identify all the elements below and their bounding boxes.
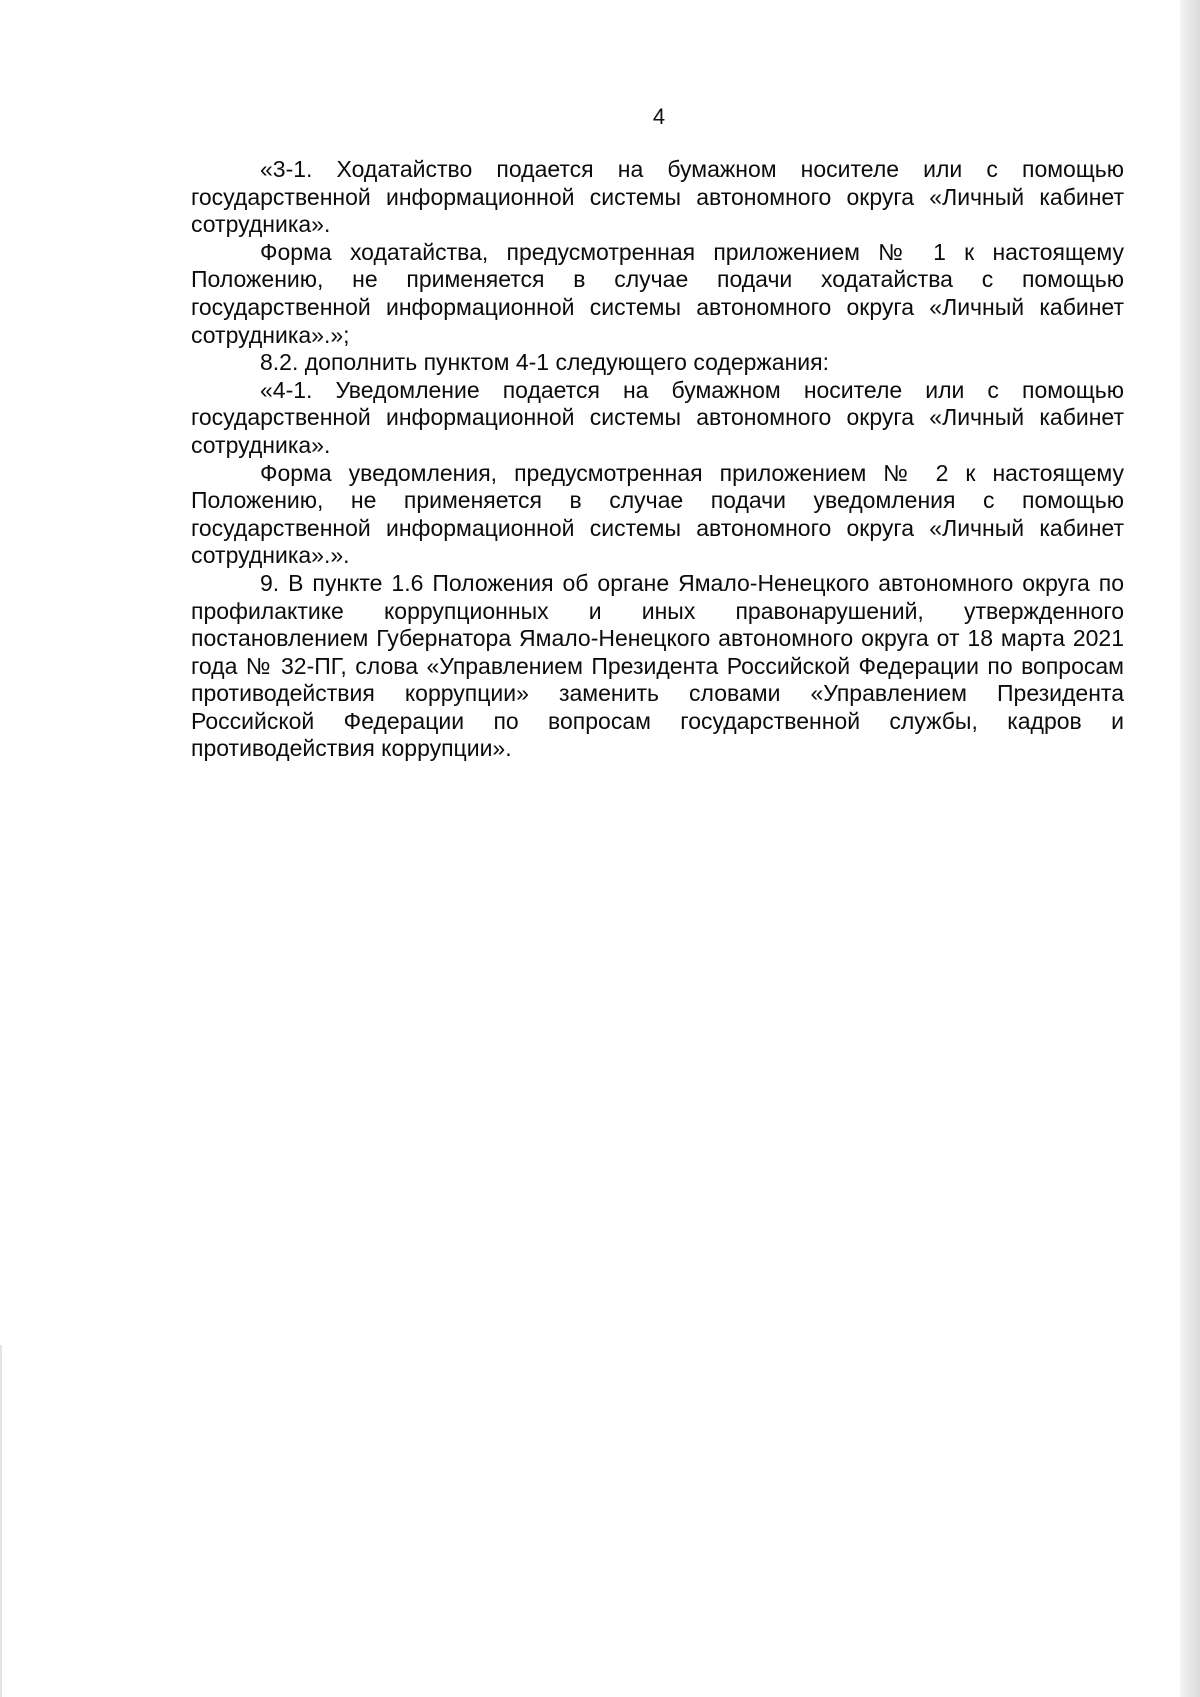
paragraph-8-2: 8.2. дополнить пунктом 4-1 следующего содержания: [260,349,829,376]
paragraph-petition-form: Форма ходатайства, предусмотренная приложением № 1 к настоящему Положению, не применяется в случае подачи ходатайства с помощью государственной информационной системы автономного округа «Личный кабинет сотрудника».»; [191,238,1124,348]
paragraph-3-1: «3-1. Ходатайство подается на бумажном носителе или с помощью государственной информационной системы автономного округа «Личный кабинет сотрудника». [191,156,1124,238]
page-right-edge [1180,0,1200,1697]
paragraph-4-1: «4-1. Уведомление подается на бумажном носителе или с помощью государственной информационной системы автономного округа «Личный кабинет сотрудника». [191,376,1124,458]
document-body [191,156,1124,763]
page-number: 4 [652,104,666,129]
page-left-edge [0,1345,2,1697]
paragraph-9: 9. В пункте 1.6 Положения об органе Ямало-Ненецкого автономного округа по профилактике коррупционных и иных правонарушений, утвержденного постановлением Губернатора Ямало-Ненецкого автономного округа от 18 марта 2021 года № 32-ПГ, слова «Управлением Президента Российской Федерации по вопросам противодействия коррупции» заменить словами «Управлением Президента Российской Федерации по вопросам государственной службы, кадров и противодействия коррупции». [191,569,1124,762]
paragraph-notification-form: Форма уведомления, предусмотренная приложением № 2 к настоящему Положению, не применяется в случае подачи уведомления с помощью государственной информационной системы автономного округа «Личный кабинет сотрудника».». [191,459,1124,569]
